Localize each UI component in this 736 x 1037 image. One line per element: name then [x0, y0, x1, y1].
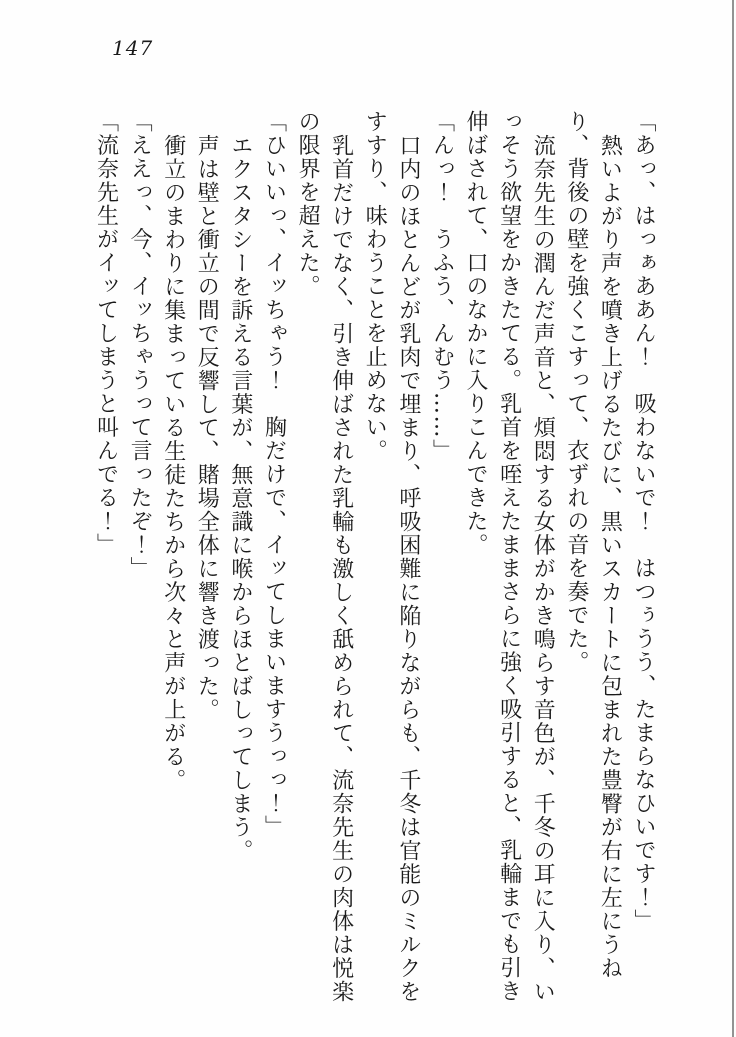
dialogue-line: 「あっ、はっぁああん！ 吸わないで！ はつぅうう、たまらなひいです！」	[631, 110, 656, 933]
dialogue-line: 「ええっ、今、イッちゃうって言ったぞ！」	[127, 110, 153, 580]
dialogue-line: 「流奈先生がイッてしまうと叫んでる！」	[93, 110, 119, 557]
narration-line: 乳首だけでなく、引き伸ばされた乳輪も激しく舐められて、流奈先生の肉体は悦楽の限界を超えた。	[295, 110, 354, 1003]
narration-line: 口内のほとんどが乳肉で埋まり、呼吸困難に陥りながらも、千冬は官能のミルクをすすり、味わうことを止めない。	[362, 110, 421, 1003]
page-edge-line	[732, 0, 734, 1037]
dialogue-line: 「んっ！ うふう、んむう……」	[429, 110, 455, 463]
page-number: 147	[112, 36, 154, 60]
narration-line: 熱いよがり声を噴き上げるたびに、黒いスカートに包まれた豊臀が右に左にうねり、背後の壁を強くこすって、衣ずれの音を奏でた。	[563, 110, 623, 980]
narration-line: 衝立のまわりに集まっている生徒たちから次々と声が上がる。	[160, 133, 186, 792]
narration-line: 声は壁と衝立の間で反響して、賭場全体に響き渡った。	[194, 133, 220, 721]
dialogue-line: 「ひいいっ、イッちゃう！ 胸だけで、イッてしまいますうっっ！」	[261, 110, 287, 839]
narration-line: エクスタシーを訴える言葉が、無意識に喉からほとばしってしまう。	[227, 133, 253, 862]
narration-line: 流奈先生の潤んだ声音と、煩悶する女体がかき鳴らす音色が、千冬の耳に入り、いっそう欲望をかきたてる。乳首を咥えたままさらに強く吸引すると、乳輪までも引き伸ばされて、口のなかに入りこんできた。	[463, 110, 556, 1003]
novel-text-block	[89, 110, 660, 1006]
